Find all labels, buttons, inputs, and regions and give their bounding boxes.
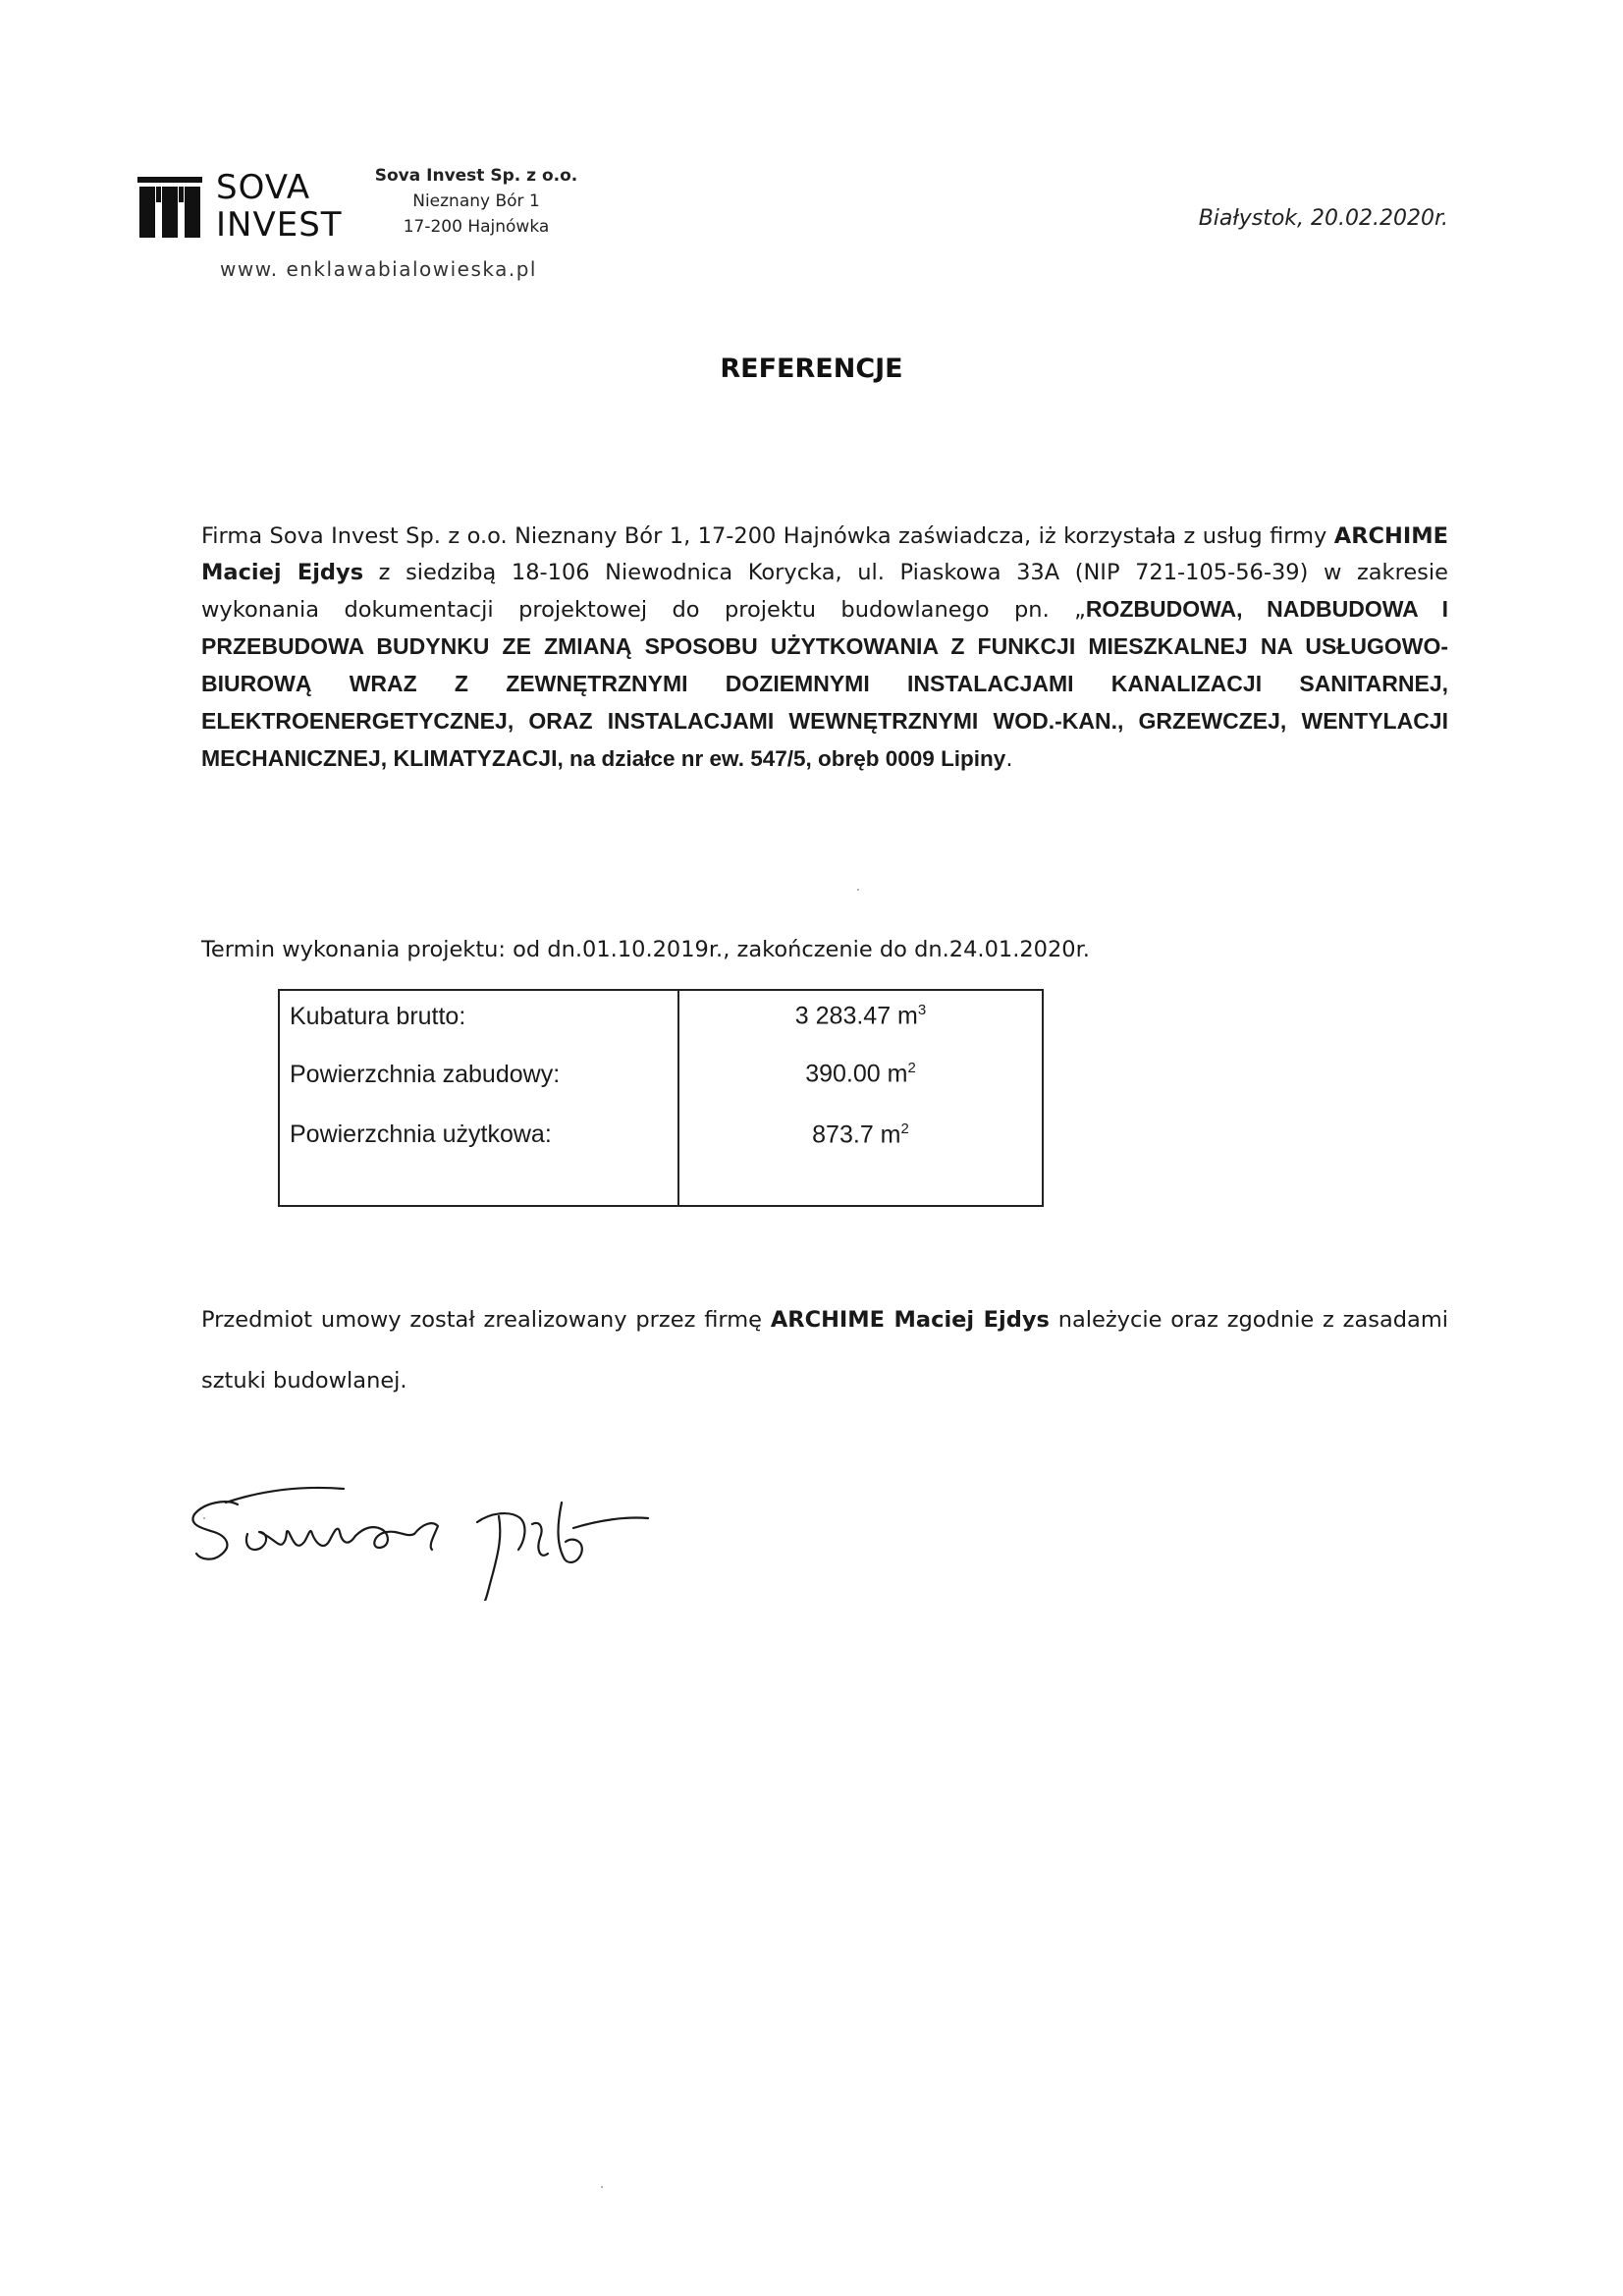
row-value: 390.00 $m^2$	[805, 1060, 916, 1088]
table-row	[279, 1042, 1043, 1107]
intro-text-1: Firma Sova Invest Sp. z o.o. Nieznany Bór 1, 17-200 Hajnówka zaświadcza, iż korzystała z usług firmy	[201, 522, 1334, 549]
intro-text-end: .	[1005, 745, 1013, 772]
company-logo	[137, 169, 363, 247]
row-value: 3 283.47 $m^3$	[794, 1002, 927, 1030]
plot-info: , na działce nr ew. 547/5, obręb 0009 Lipiny	[557, 745, 1006, 771]
table-row	[279, 990, 1043, 1042]
row-label: Powierzchnia użytkowa:	[279, 1107, 678, 1206]
logo-wordmark	[216, 169, 343, 244]
conclusion-paragraph	[201, 1289, 1448, 1411]
project-term: Termin wykonania projektu: od dn.01.10.2019r., zakończenie do dn.24.01.2020r.	[201, 937, 1090, 962]
row-label: Kubatura brutto:	[279, 990, 678, 1042]
intro-text-2: z siedzibą 18-106 Niewodnica Korycka, ul. Piaskowa 33A (NIP 721-105-56-39) w zakresie wykonania dokumentacji projektowej do projektu budowlanego pn. „	[201, 559, 1448, 623]
conclusion-text-1: Przedmiot umowy został zrealizowany przez firmę	[201, 1306, 771, 1333]
company-website: www. enklawabialowieska.pl	[220, 257, 537, 281]
sova-logo-icon	[137, 175, 202, 240]
address-line-2: 17-200 Hajnówka	[403, 217, 550, 237]
contractor-name: ARCHIME Maciej Ejdys	[201, 522, 1448, 585]
building-stats-table	[278, 989, 1044, 1207]
place-and-date: Białystok, 20.02.2020r.	[1198, 206, 1448, 231]
project-name: ROZBUDOWA, NADBUDOWA I PRZEBUDOWA BUDYNKU ZE ZMIANĄ SPOSOBU UŻYTKOWANIA Z FUNKCJI MIESZKALNEJ NA USŁUGOWO-BIUROWĄ WRAZ Z ZEWNĘTRZNYMI DOZIEMNYMI INSTALACJAMI KANALIZACJI SANITARNEJ, ELEKTROENERGETYCZNEJ, ORAZ INSTALACJAMI WEWNĘTRZNYMI WOD.-KAN., GRZEWCZEJ, WENTYLACJI MECHANICZNEJ, KLIMATYZACJI	[201, 595, 1448, 771]
reference-paragraph	[201, 519, 1448, 778]
handwritten-signature	[187, 1463, 697, 1601]
logo-line-invest: INVEST	[216, 205, 343, 245]
row-label: Powierzchnia zabudowy:	[279, 1042, 678, 1107]
row-value: 873.7 $m^2$	[812, 1121, 909, 1149]
contractor-name-conclusion: ARCHIME Maciej Ejdys	[770, 1306, 1050, 1333]
conclusion-text-2: należycie oraz zgodnie z zasadami sztuki budowlanej.	[201, 1306, 1448, 1394]
company-address	[373, 163, 579, 240]
logo-line-sova: SOVA	[216, 168, 311, 207]
company-name: Sova Invest Sp. z o.o.	[374, 166, 578, 186]
address-line-1: Nieznany Bór 1	[412, 191, 540, 211]
document-title: REFERENCJE	[720, 354, 903, 384]
table-row	[279, 1107, 1043, 1206]
